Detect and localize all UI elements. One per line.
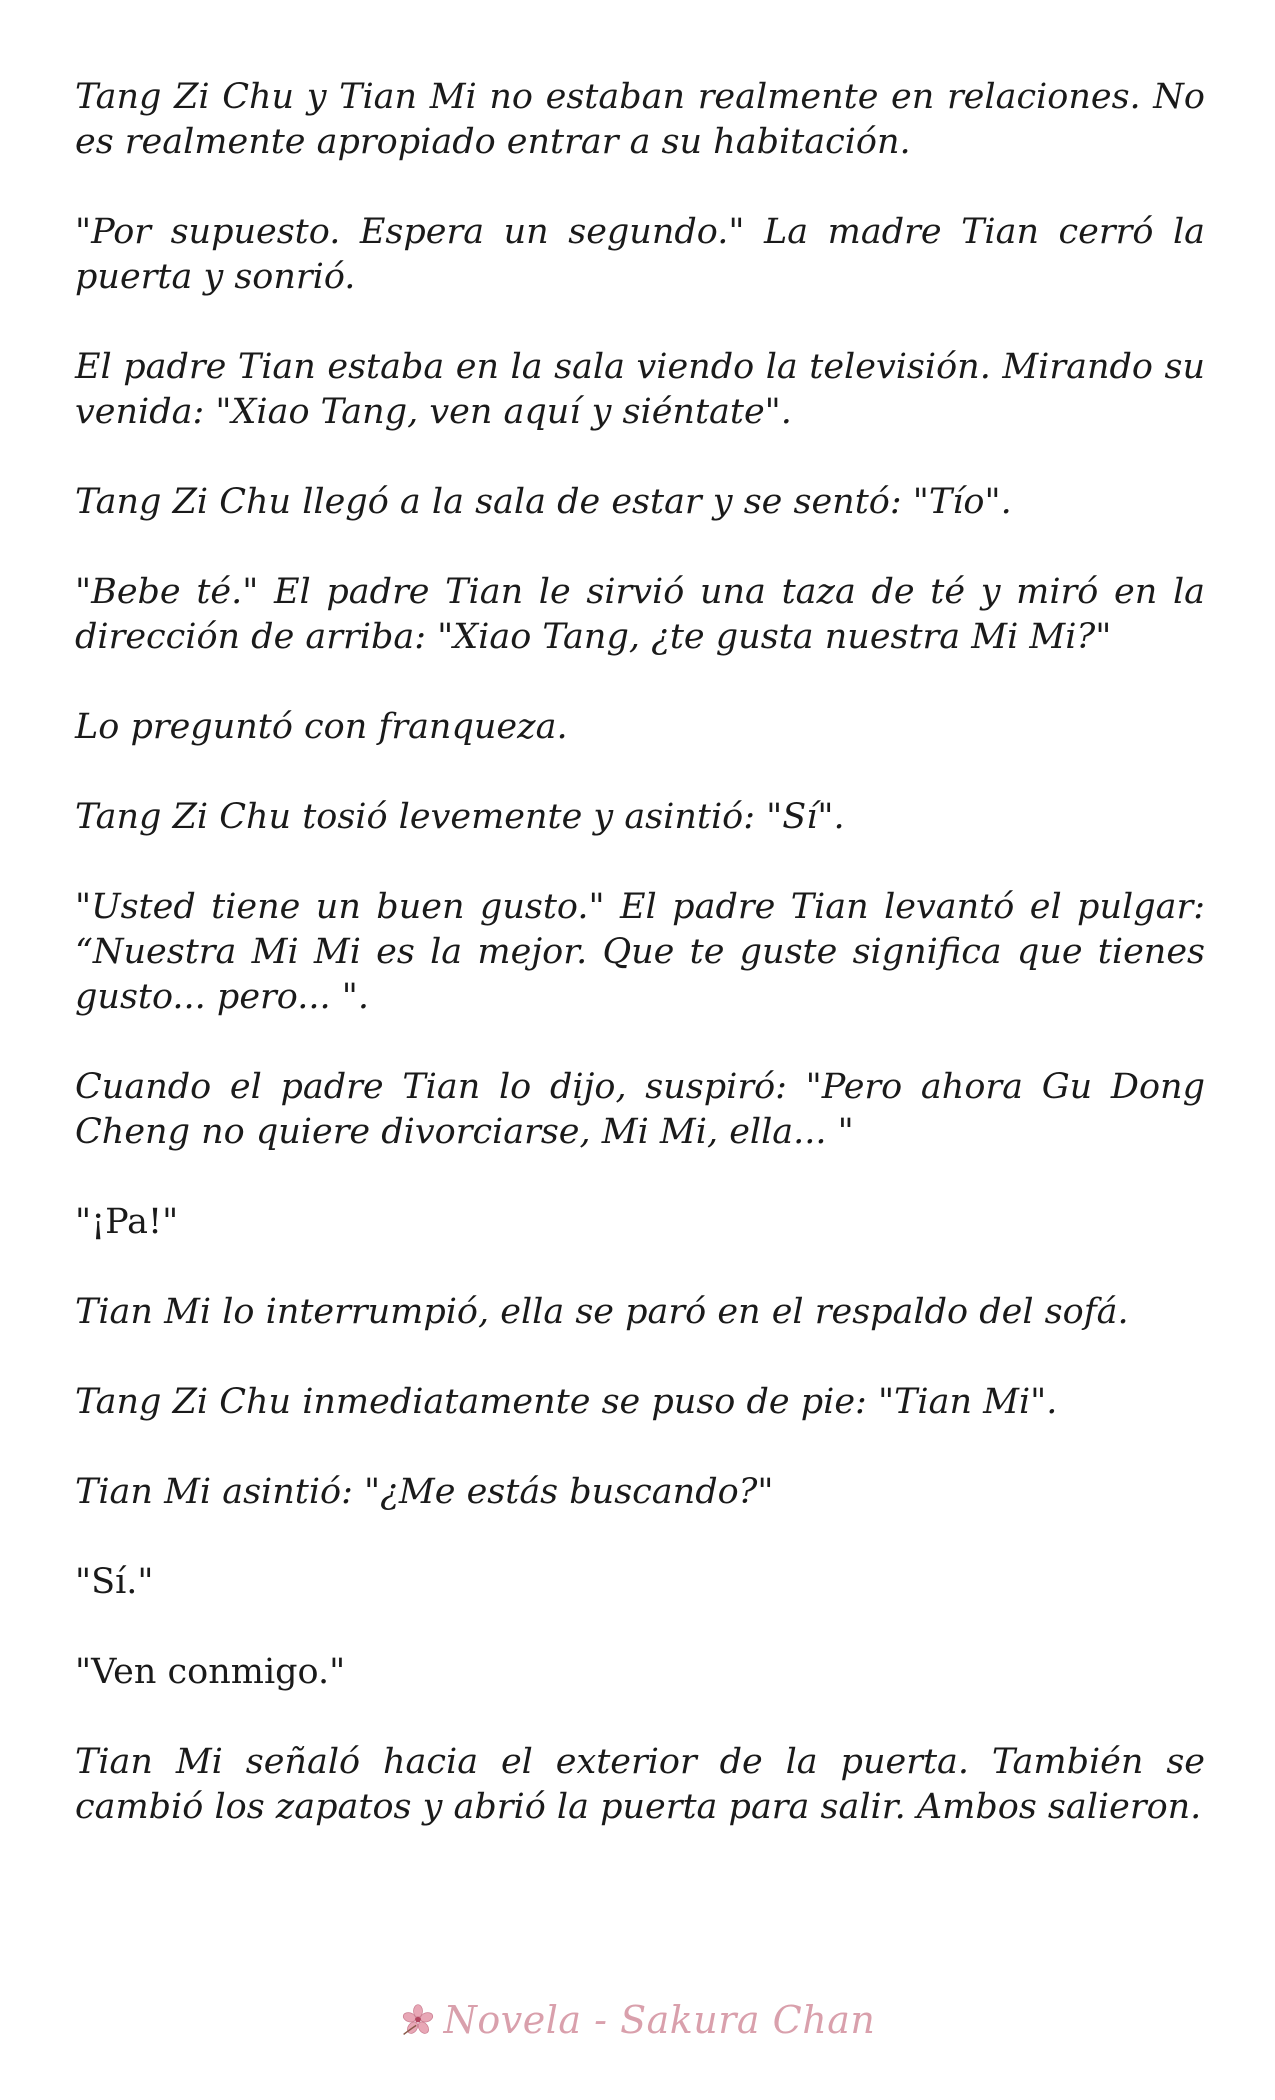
paragraph-14: "Sí." [75,1562,154,1602]
paragraph-15: "Ven conmigo." [75,1652,346,1692]
paragraph-2: "Por supuesto. Espera un segundo." La madre Tian cerró la puerta y sonrió. [75,212,1205,297]
paragraph-16: Tian Mi señaló hacia el exterior de la puerta. También se cambió los zapatos y abrió la puerta para salir. Ambos salieron. [75,1742,1205,1827]
paragraph-3: El padre Tian estaba en la sala viendo la televisión. Mirando su venida: "Xiao Tang, ven aquí y siéntate". [75,347,1205,432]
document-body [75,75,1205,1830]
paragraph-12: Tang Zi Chu inmediatamente se puso de pie: "Tian Mi". [75,1382,1058,1422]
watermark-footer [0,1990,1275,2050]
paragraph-10: "¡Pa!" [75,1202,179,1242]
paragraph-7: Tang Zi Chu tosió levemente y asintió: "Sí". [75,797,845,837]
paragraph-1: Tang Zi Chu y Tian Mi no estaban realmente en relaciones. No es realmente apropiado entrar a su habitación. [75,77,1205,162]
paragraph-11: Tian Mi lo interrumpió, ella se paró en el respaldo del sofá. [75,1292,1129,1332]
paragraph-5: "Bebe té." El padre Tian le sirvió una taza de té y miró en la dirección de arriba: "Xiao Tang, ¿te gusta nuestra Mi Mi?" [75,572,1205,657]
paragraph-8: "Usted tiene un buen gusto." El padre Tian levantó el pulgar: “Nuestra Mi Mi es la mejor. Que te guste significa que tienes gusto... pero... ". [75,887,1205,1017]
paragraph-9: Cuando el padre Tian lo dijo, suspiró: "Pero ahora Gu Dong Cheng no quiere divorciarse, Mi Mi, ella... " [75,1067,1205,1152]
paragraph-13: Tian Mi asintió: "¿Me estás buscando?" [75,1472,774,1512]
paragraph-4: Tang Zi Chu llegó a la sala de estar y se sentó: "Tío". [75,482,1012,522]
sakura-blossom-icon [400,2002,436,2038]
paragraph-6: Lo preguntó con franqueza. [75,707,568,747]
watermark-brand: Novela - Sakura Chan [443,1998,876,2042]
